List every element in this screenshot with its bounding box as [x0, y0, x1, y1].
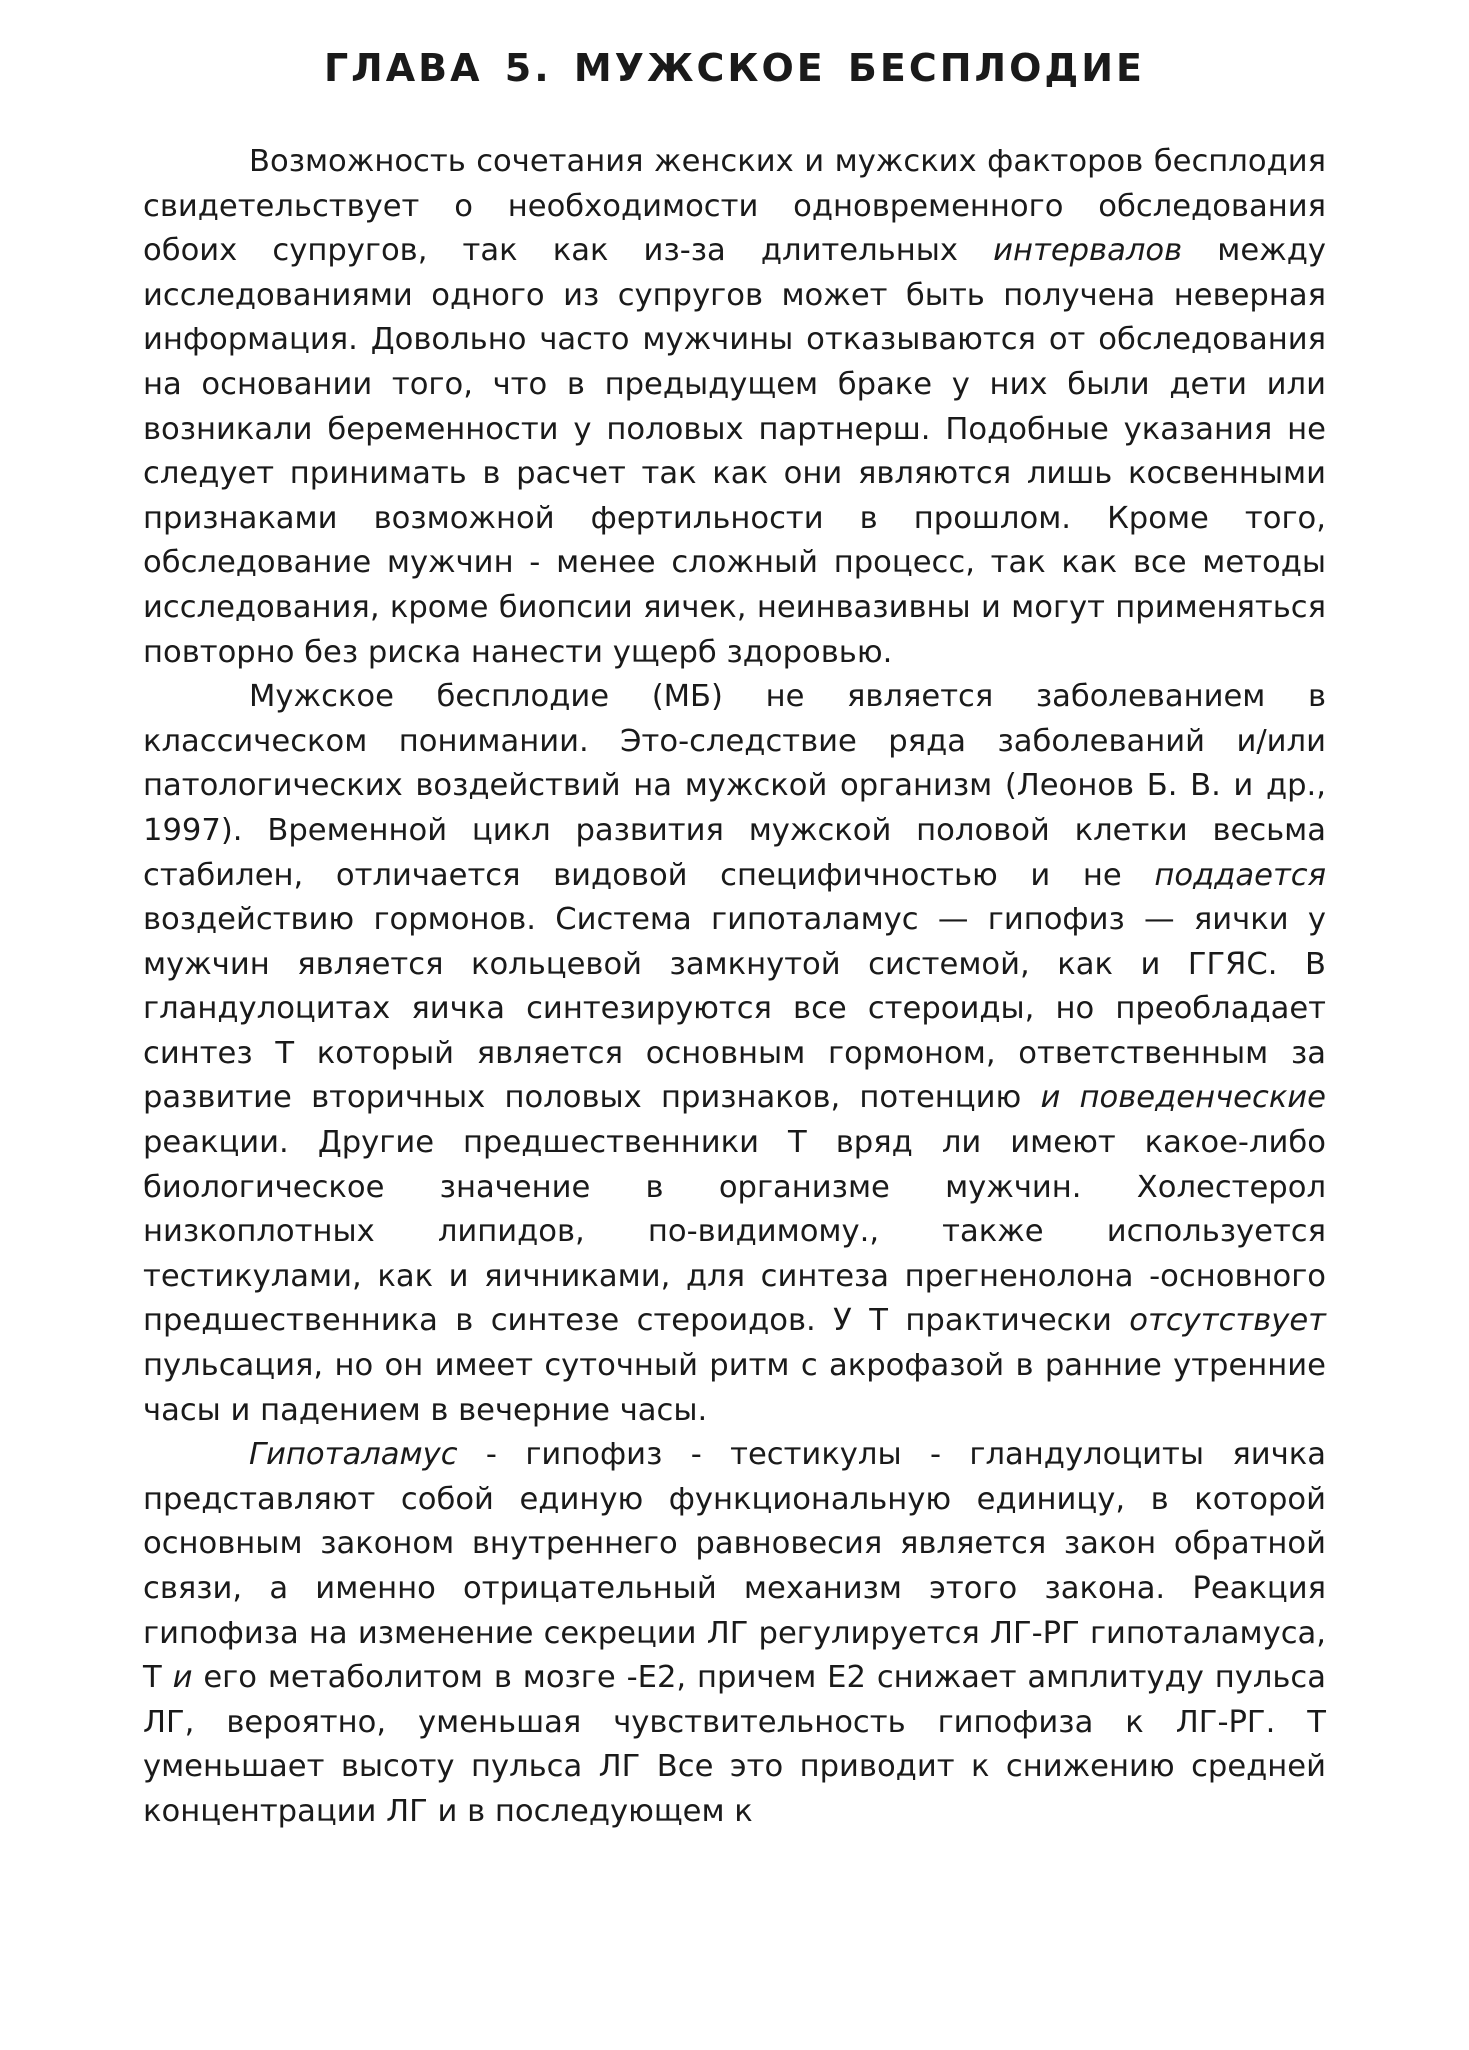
- paragraph-2-italic-2: и поведенческие: [1040, 1080, 1327, 1116]
- paragraph-3-text-1: - гипофиз - тестикулы - гландулоциты яичка представляют собой единую функциональную единицу, в которой основным законом внутреннего равновесия является закон обратной связи, а именно отрицательный механизм этого закона. Реакция гипофиза на изменение секреции ЛГ регулируется ЛГ-РГ гипоталамуса, Т: [143, 1437, 1326, 1696]
- paragraph-2: [143, 675, 1326, 1433]
- paragraph-1-italic-1: интервалов: [993, 233, 1183, 269]
- paragraph-3: [143, 1433, 1326, 1834]
- paragraph-3-text-2: его метаболитом в мозге -Е2, причем Е2 снижает амплитуду пульса ЛГ, вероятно, уменьшая чувствительность гипофиза к ЛГ-РГ. Т уменьшает высоту пульса ЛГ Все это приводит к снижению средней концентрации ЛГ и в последующем к: [143, 1660, 1326, 1829]
- paragraph-2-text-4: пульсация, но он имеет суточный ритм с акрофазой в ранние утренние часы и падением в вечерние часы.: [143, 1348, 1326, 1428]
- paragraph-1-text-1: Возможность сочетания женских и мужских факторов бесплодия свидетельствует о необходимости одновременного обследования обоих супругов, так как из-за длительных: [143, 144, 1326, 269]
- paragraph-2-text-2: воздействию гормонов. Система гипоталамус — гипофиз — яички у мужчин является кольцевой замкнутой системой, как и ГГЯС. В гландулоцитах яичка синтезируются все стероиды, но преобладает синтез Т который является основным гормоном, ответственным за развитие вторичных половых признаков, потенцию: [143, 902, 1326, 1116]
- body-text: [143, 140, 1326, 1835]
- paragraph-2-text-3: реакции. Другие предшественники Т вряд ли имеют какое-либо биологическое значение в организме мужчин. Холестерол низкоплотных липидов, по-видимому., также используется тестикулами, как и яичниками, для синтеза прегненолона -основного предшественника в синтезе стероидов. У Т практически: [143, 1125, 1326, 1339]
- paragraph-3-italic-1: Гипоталамус: [249, 1437, 458, 1473]
- paragraph-1-text-2: между исследованиями одного из супругов может быть получена неверная информация. Довольно часто мужчины отказываются от обследования на основании того, что в предыдущем браке у них были дети или возникали беременности у половых партнерш. Подобные указания не следует принимать в расчет так как они являются лишь косвенными признаками возможной фертильности в прошлом. Кроме того, обследование мужчин - менее сложный процесс, так как все методы исследования, кроме биопсии яичек, неинвазивны и могут применяться повторно без риска нанести ущерб здоровью.: [143, 233, 1326, 670]
- paragraph-2-text-1: Мужское бесплодие (МБ) не является заболеванием в классическом понимании. Это-следствие ряда заболеваний и/или патологических воздействий на мужской организм (Леонов Б. В. и др., 1997). Временной цикл развития мужской половой клетки весьма стабилен, отличается видовой специфичностью и не: [143, 679, 1326, 893]
- paragraph-2-italic-1: поддается: [1154, 857, 1326, 893]
- paragraph-2-italic-3: отсутствует: [1129, 1303, 1326, 1339]
- chapter-title: ГЛАВА 5. МУЖСКОЕ БЕСПЛОДИЕ: [323, 46, 1146, 90]
- paragraph-1: [143, 140, 1326, 675]
- paragraph-3-italic-2: и: [172, 1660, 193, 1696]
